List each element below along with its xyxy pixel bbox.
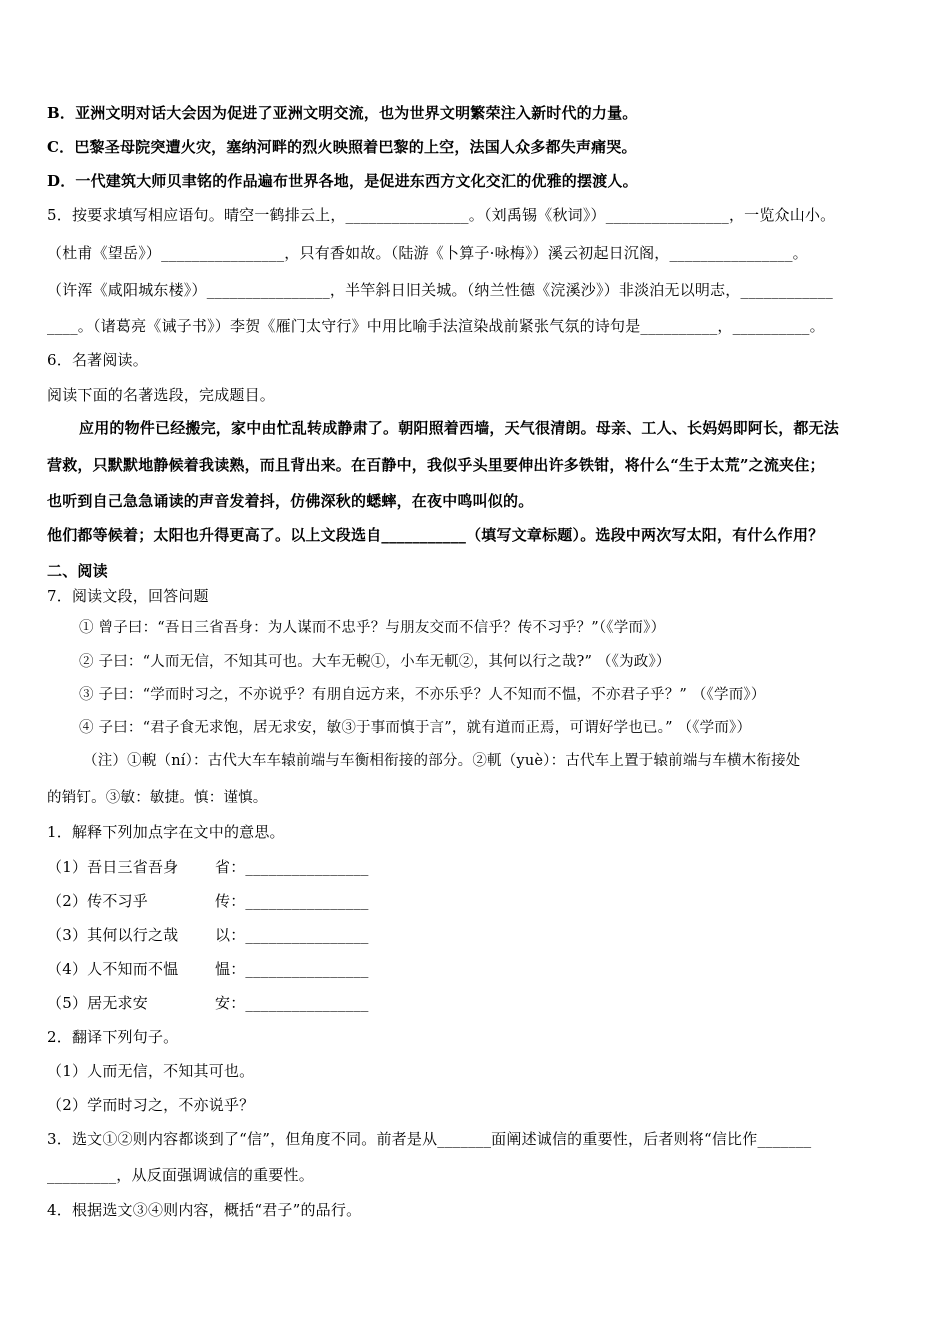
note-line-1: （注）①輗（ní）：古代大车车辕前端与车衡相衔接的部分。②軏（yuè）：古代车上置于辕前端与车横木衔接处 xyxy=(83,753,801,769)
sub4-question: 4．根据选文③④则内容，概括“君子”的品行。 xyxy=(47,1201,362,1219)
q6-title: 6．名著阅读。 xyxy=(47,351,148,369)
sub2-title: 2．翻译下列句子。 xyxy=(47,1028,179,1046)
q7-title: 7．阅读文段，回答问题 xyxy=(47,587,209,605)
q6-instruction: 阅读下面的名著选段，完成题目。 xyxy=(47,386,276,404)
sub2-item-1: （1）人而无信，不知其可也。 xyxy=(47,1062,255,1080)
sub2-item-2: （2）学而时习之，不亦说乎？ xyxy=(47,1096,255,1114)
sub3-line-2: _________，从反面强调诚信的重要性。 xyxy=(47,1166,314,1184)
section-heading: 二、阅读 xyxy=(47,562,108,580)
q5-line-1: 5．按要求填写相应语句。晴空一鹤排云上，________________。（刘禹锡《秋词》）________________，一览众山小。 xyxy=(47,206,836,224)
quote-2: ② 子曰：“人而无信，不知其可也。大车无輗①，小车无軏②，其何以行之哉?” （《为政》） xyxy=(79,654,671,670)
note-line-2: 的销钉。③敏：敏捷。慎：谨慎。 xyxy=(47,790,268,806)
sub1-item-field: 以：________________ xyxy=(215,926,369,944)
q6-passage-line-3: 也听到自己急急诵读的声音发着抖，仿佛深秋的蟋蟀，在夜中鸣叫似的。 xyxy=(47,492,534,510)
sub1-item-label: （4）人不知而不愠 xyxy=(47,960,179,978)
option-c: C．巴黎圣母院突遭火灾，塞纳河畔的烈火映照着巴黎的上空，法国人众多都失声痛哭。 xyxy=(47,138,637,156)
q6-question: 他们都等候着；太阳也升得更高了。以上文段选自___________（填写文章标题）。选段中两次写太阳，有什么作用？ xyxy=(47,526,824,544)
option-d: D．一代建筑大师贝聿铭的作品遍布世界各地，是促进东西方文化交汇的优雅的摆渡人。 xyxy=(47,172,638,190)
sub1-item-field: 传：________________ xyxy=(215,892,369,910)
q5-line-4: ____。（诸葛亮《诫子书》）李贺《雁门太守行》中用比喻手法渲染战前紧张气氛的诗句是__________，__________。 xyxy=(47,317,825,335)
sub1-title: 1．解释下列加点字在文中的意思。 xyxy=(47,823,285,841)
quote-4: ④ 子曰：“君子食无求饱，居无求安，敏③于事而慎于言”，就有道而正焉，可谓好学也已。” （《学而》） xyxy=(79,720,752,736)
quote-3: ③ 子曰：“学而时习之，不亦说乎？有朋自远方来，不亦乐乎？人不知而不愠，不亦君子乎？” （《学而》） xyxy=(79,687,766,703)
sub1-item-label: （2）传不习乎 xyxy=(47,892,148,910)
q5-line-3: （许浑《咸阳城东楼》）________________，半竿斜日旧关城。（纳兰性德《浣溪沙》）非淡泊无以明志，____________ xyxy=(47,281,833,299)
option-b: B．亚洲文明对话大会因为促进了亚洲文明交流，也为世界文明繁荣注入新时代的力量。 xyxy=(47,104,638,122)
q6-passage-line-2: 营救，只默默地静候着我读熟，而且背出来。在百静中，我似乎头里要伸出许多铁钳，将什么“生于太荒”之流夹住； xyxy=(47,456,825,474)
sub1-item-label: （1）吾日三省吾身 xyxy=(47,858,179,876)
sub1-item-field: 省：________________ xyxy=(215,858,369,876)
sub3-line-1: 3．选文①②则内容都谈到了“信”，但角度不同。前者是从_______面阐述诚信的重要性，后者则将“信比作_______ xyxy=(47,1130,812,1148)
sub1-item-label: （5）居无求安 xyxy=(47,994,148,1012)
quote-1: ① 曾子曰：“吾日三省吾身：为人谋而不忠乎？与朋友交而不信乎？传不习乎？”（《学而》） xyxy=(79,620,666,636)
sub1-item-label: （3）其何以行之哉 xyxy=(47,926,179,944)
q6-passage-line-1: 应用的物件已经搬完，家中由忙乱转成静肃了。朝阳照着西墙，天气很清朗。母亲、工人、长妈妈即阿长，都无法 xyxy=(79,419,840,437)
sub1-item-field: 安：________________ xyxy=(215,994,369,1012)
sub1-item-field: 愠：________________ xyxy=(215,960,369,978)
q5-line-2: （杜甫《望岳》）________________，只有香如故。（陆游《卜算子·咏梅》）溪云初起日沉阁，________________。 xyxy=(47,244,808,262)
